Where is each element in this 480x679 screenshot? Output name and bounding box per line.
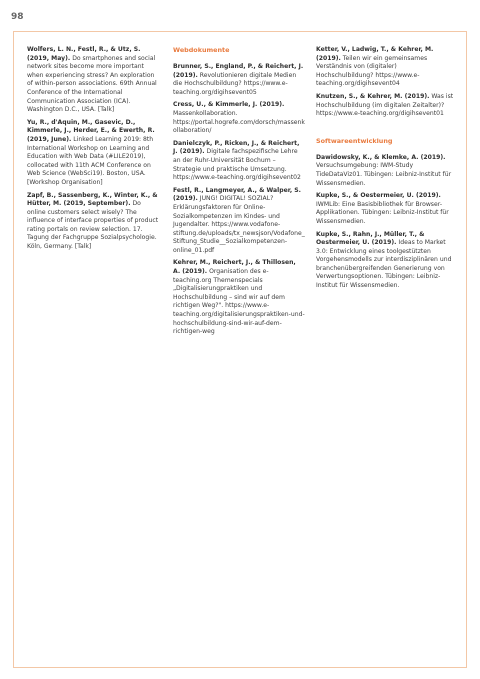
reference-text: Revolutionieren digitale Medien die Hochschulbildung? https://www.e-teaching.org/digihsevent05 <box>173 71 297 96</box>
reference-text: Massenkollaboration. https://portal.hogrefe.com/dorsch/massenkollaboration/ <box>173 109 305 135</box>
reference-entry <box>173 259 305 336</box>
reference-text: Digitale fachspezifische Lehre an der Ruhr-Universität Bochum – Strategie und praktische Umsetzung. https://www.e-teaching.org/digihsevent02 <box>173 148 301 182</box>
section-heading-softwareentwicklung: Softwareentwicklung <box>316 136 393 145</box>
column-3 <box>316 46 454 295</box>
reference-authors: Knutzen, S., & Kehrer, M. (2019). <box>316 92 430 100</box>
reference-text: IWMLib: Eine Basisbibliothek für Browser-Applikationen. Tübingen: Leibniz-Institut für Wissensmedien. <box>316 200 449 225</box>
reference-entry <box>173 101 305 135</box>
section-heading-webdokumente: Webdokumente <box>173 46 230 54</box>
reference-text: Was ist Hochschulbildung (im digitalen Zeitalter)? https://www.e-teaching.org/digihsevent01 <box>316 92 454 118</box>
reference-text: Teilen wir ein gemeinsames Verständnis von (digitaler) Hochschulbildung? https://www.e-teaching.org/digihsevent04 <box>316 54 428 88</box>
column-2 <box>173 46 305 341</box>
reference-entry <box>27 192 161 252</box>
reference-entry <box>173 140 305 183</box>
reference-entry <box>27 119 161 188</box>
reference-entry <box>173 187 305 256</box>
reference-text: Do online customers select wisely? The influence of interface properties of product rating portals on review selection. 17. Tagung der Fachgruppe Sozialpsychologie. Köln, Germany. [Talk] <box>27 200 159 251</box>
reference-authors: Festl, R., Langmeyer, A., & Walper, S. (2019). <box>173 186 301 203</box>
reference-entry <box>316 46 454 89</box>
reference-entry <box>316 154 454 188</box>
reference-authors: Kehrer, M., Reichert, J., & Thillosen, A. (2019). <box>173 259 296 276</box>
reference-entry <box>173 63 305 97</box>
reference-authors: Kupke, S., Rahn, J., Müller, T., & Oestermeier, U. (2019). <box>316 230 425 247</box>
reference-text: Organisation des e-teaching.org Themenspecials „Digitalisierungpraktiken und Hochschulbildung – sind wir auf dem richtigen Weg?". https://www.e-teaching.org/digitalisierungspraktiken-und-hochschulbildung-sind-wir-auf-dem-richtigen-weg <box>173 268 305 336</box>
reference-authors: Yu, R., d'Aquin, M., Gasevic, D., Kimmerle, J., Herder, E., & Ewerth, R. (2019, June). <box>27 118 155 143</box>
reference-authors: Kupke, S., & Oestermeier, U. (2019). <box>316 192 441 200</box>
reference-authors: Danielczyk, P., Ricken, J., & Reichert, J. (2019). <box>173 139 300 156</box>
reference-text: Ideas to Market 3.0: Entwicklung eines toolgestützten Vorgehensmodells zur interdisziplinären und branchenübergreifenden Generierung von Verwertungsoptionen. Tübingen: Leibniz-Institut für Wissensmedien. <box>316 239 452 290</box>
reference-entry <box>316 231 454 291</box>
reference-text: Do smartphones and social network sites become more important when experiencing stress? An exploration of within-person associations. 69th Annual Conference of the International Communication Association (ICA). Washington D.C., USA. [Talk] <box>27 54 157 114</box>
reference-text: Versuchsumgebung: IWM-Study TideDataViz01. Tübingen: Leibniz-Institut für Wissensmedien. <box>316 162 452 187</box>
reference-entry <box>316 192 454 226</box>
column-1 <box>27 46 161 256</box>
reference-entry <box>27 46 161 115</box>
reference-authors: Brunner, S., England, P., & Reichert, J. (2019). <box>173 63 304 79</box>
reference-authors: Cress, U., & Kimmerle, J. (2019). <box>173 101 285 109</box>
page-number: 98 <box>11 12 24 22</box>
reference-authors: Ketter, V., Ladwig, T., & Kehrer, M. (2019). <box>316 46 434 62</box>
reference-authors: Wolfers, L. N., Festl, R., & Utz, S. (2019, May). <box>27 46 141 62</box>
reference-authors: Zapf, B., Sassenberg, K., Winter, K., & Hütter, M. (2019, September). <box>27 191 158 208</box>
reference-text: Linked Learning 2019: 8th International Workshop on Learning and Education with Web Data (#LILE2019), collocated with 11th ACM Conference on Web Science (WebSci19). Boston, USA. [Workshop Organisation] <box>27 135 154 186</box>
reference-authors: Dawidowsky, K., & Klemke, A. (2019). <box>316 153 446 161</box>
reference-entry <box>316 93 454 119</box>
reference-text: JUNG! DIGITAL! SOZIAL? Erklärungsfaktoren für Online-Sozialkompetenzen im Kindes- und Jugendalter. https://www.vodafone-stiftung.de/uploads/tx_newsjson/Vodafone_Stiftung_Studie__Sozialkompetenzen-online_01.pdf <box>173 195 305 254</box>
